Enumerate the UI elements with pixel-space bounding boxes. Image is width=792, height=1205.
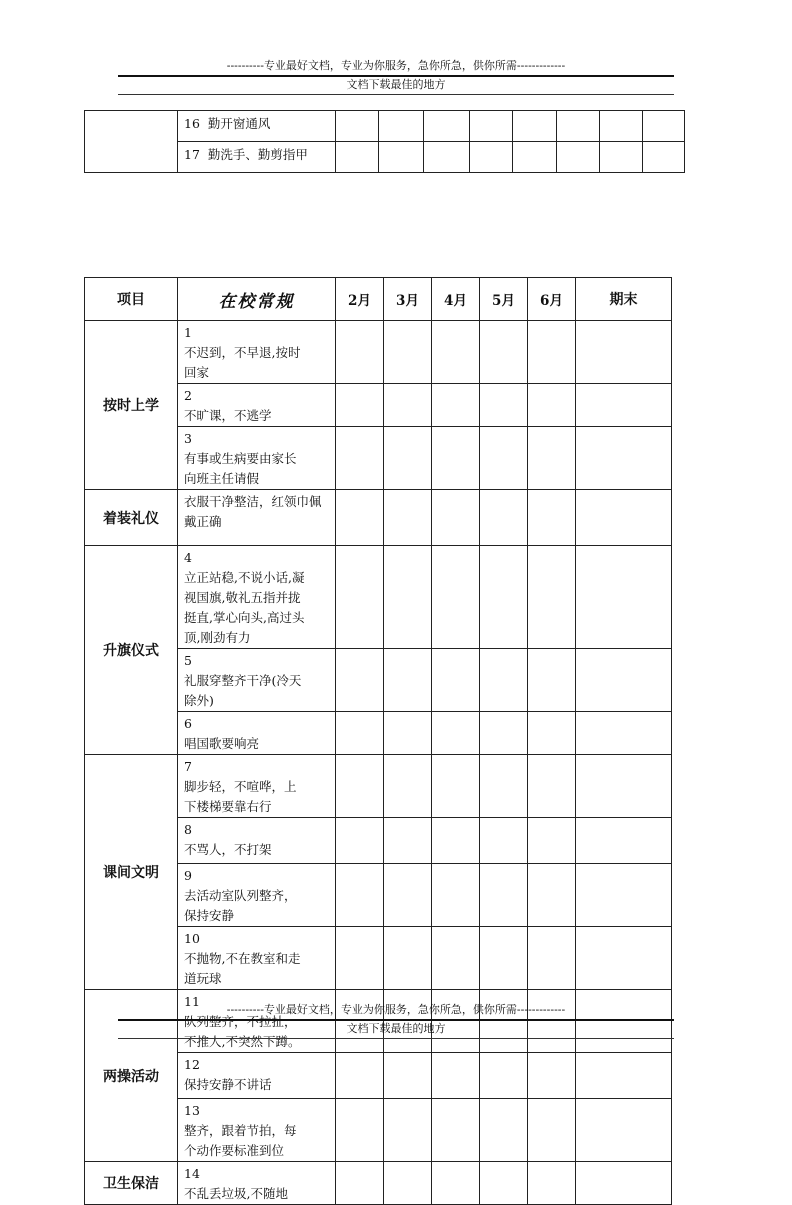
rule-number: 14 <box>184 1166 200 1181</box>
month-check-cell[interactable] <box>384 818 432 864</box>
page-header <box>118 59 674 95</box>
continued-checklist-table <box>84 110 685 173</box>
month-check-cell[interactable] <box>528 712 576 755</box>
month-check-cell[interactable] <box>384 1099 432 1162</box>
header-row <box>85 278 672 321</box>
month-check-cell[interactable] <box>384 864 432 927</box>
month-check-cell[interactable] <box>432 755 480 818</box>
footer-site-text: 文档下载最佳的地方 <box>346 1022 446 1035</box>
month-check-cell[interactable] <box>528 384 576 427</box>
category-cell: 升旗仪式 <box>85 546 178 755</box>
month-check-cell[interactable] <box>480 649 528 712</box>
rule-text: 不抛物,不在教室和走道玩球 <box>184 951 301 986</box>
rule-text: 勤开窗通风 <box>207 116 271 131</box>
month-check-cell[interactable] <box>528 427 576 490</box>
table-row <box>85 490 672 546</box>
column-header-month: 2月 <box>336 278 384 321</box>
rule-item <box>178 546 336 649</box>
table-row <box>85 111 685 142</box>
month-check-cell[interactable] <box>528 490 576 546</box>
rule-number: 8 <box>184 822 192 837</box>
rule-item <box>178 490 336 546</box>
check-cell[interactable] <box>336 111 379 142</box>
final-check-cell[interactable] <box>576 490 672 546</box>
month-check-cell[interactable] <box>528 1099 576 1162</box>
month-check-cell[interactable] <box>432 1099 480 1162</box>
month-check-cell[interactable] <box>384 490 432 546</box>
rule-item <box>178 818 336 864</box>
category-cell-empty <box>85 111 178 173</box>
header-rule <box>118 75 674 77</box>
rule-number: 3 <box>184 431 192 446</box>
rule-item <box>178 427 336 490</box>
rule-text: 唱国歌要响亮 <box>184 736 260 751</box>
rule-text: 队列整齐，不拉扯，不推人,不突然下蹲。 <box>184 1014 301 1049</box>
month-check-cell[interactable] <box>336 927 384 990</box>
column-header-month: 6月 <box>528 278 576 321</box>
month-check-cell[interactable] <box>432 818 480 864</box>
rule-text: 去活动室队列整齐，保持安静 <box>184 888 297 923</box>
check-cell[interactable] <box>557 142 600 173</box>
rule-item <box>178 321 336 384</box>
month-check-cell[interactable] <box>432 927 480 990</box>
rule-text: 勤洗手、勤剪指甲 <box>207 147 308 162</box>
month-check-cell[interactable] <box>336 712 384 755</box>
rule-text: 脚步轻，不喧哗，上下楼梯要靠右行 <box>184 779 297 814</box>
month-check-cell[interactable] <box>432 384 480 427</box>
month-check-cell[interactable] <box>336 1162 384 1205</box>
check-cell[interactable] <box>643 111 685 142</box>
column-header-month: 5月 <box>480 278 528 321</box>
category-cell: 按时上学 <box>85 321 178 490</box>
month-check-cell[interactable] <box>432 321 480 384</box>
month-check-cell[interactable] <box>480 427 528 490</box>
month-check-cell[interactable] <box>336 490 384 546</box>
rule-item <box>178 384 336 427</box>
check-cell[interactable] <box>424 142 470 173</box>
month-check-cell[interactable] <box>480 1099 528 1162</box>
rule-number: 9 <box>184 868 192 883</box>
page-footer <box>118 1003 674 1039</box>
rule-number: 13 <box>184 1103 200 1118</box>
month-check-cell[interactable] <box>480 546 528 649</box>
check-cell[interactable] <box>600 111 643 142</box>
month-check-cell[interactable] <box>336 649 384 712</box>
month-check-cell[interactable] <box>432 546 480 649</box>
month-check-cell[interactable] <box>480 818 528 864</box>
check-cell[interactable] <box>557 111 600 142</box>
rule-number: 11 <box>184 994 200 1009</box>
rule-item <box>178 1099 336 1162</box>
month-check-cell[interactable] <box>480 321 528 384</box>
month-check-cell[interactable] <box>528 321 576 384</box>
month-check-cell[interactable] <box>528 546 576 649</box>
month-check-cell[interactable] <box>384 755 432 818</box>
month-check-cell[interactable] <box>480 1053 528 1099</box>
check-cell[interactable] <box>379 142 424 173</box>
column-header-month: 3月 <box>384 278 432 321</box>
month-check-cell[interactable] <box>528 1162 576 1205</box>
month-check-cell[interactable] <box>336 427 384 490</box>
check-cell[interactable] <box>513 142 557 173</box>
rule-item <box>178 755 336 818</box>
table-row <box>85 1162 672 1205</box>
rule-item <box>178 649 336 712</box>
final-check-cell[interactable] <box>576 384 672 427</box>
month-check-cell[interactable] <box>480 927 528 990</box>
rule-item <box>178 142 336 173</box>
rule-number: 1 <box>184 325 192 340</box>
rule-number: 10 <box>184 931 200 946</box>
month-check-cell[interactable] <box>480 755 528 818</box>
rule-item <box>178 1162 336 1205</box>
month-check-cell[interactable] <box>336 818 384 864</box>
month-check-cell[interactable] <box>432 864 480 927</box>
rule-number: 2 <box>184 388 192 403</box>
final-check-cell[interactable] <box>576 321 672 384</box>
rule-number: 4 <box>184 550 192 565</box>
month-check-cell[interactable] <box>528 1053 576 1099</box>
rule-text: 保持安静不讲话 <box>184 1077 272 1092</box>
month-check-cell[interactable] <box>432 712 480 755</box>
month-check-cell[interactable] <box>480 864 528 927</box>
month-check-cell[interactable] <box>528 755 576 818</box>
rule-item <box>178 111 336 142</box>
rule-number: 17 <box>184 147 200 162</box>
final-check-cell[interactable] <box>576 927 672 990</box>
final-check-cell[interactable] <box>576 546 672 649</box>
final-check-cell[interactable] <box>576 712 672 755</box>
final-check-cell[interactable] <box>576 1099 672 1162</box>
category-cell: 卫生保洁 <box>85 1162 178 1205</box>
check-cell[interactable] <box>513 111 557 142</box>
final-check-cell[interactable] <box>576 864 672 927</box>
column-header-title: 在校常规 <box>178 278 336 321</box>
month-check-cell[interactable] <box>384 1053 432 1099</box>
rule-number: 5 <box>184 653 192 668</box>
rule-text: 不骂人，不打架 <box>184 842 272 857</box>
rule-text: 礼服穿整齐干净(冷天除外) <box>184 673 302 708</box>
month-check-cell[interactable] <box>336 321 384 384</box>
header-slogan: ----------专业最好文档，专业为你服务，急你所急，供你所需------------- <box>226 59 566 72</box>
rule-item <box>178 712 336 755</box>
month-check-cell[interactable] <box>528 818 576 864</box>
footer-slogan: ----------专业最好文档，专业为你服务，急你所急，供你所需------------- <box>226 1003 566 1016</box>
month-check-cell[interactable] <box>480 490 528 546</box>
month-check-cell[interactable] <box>384 546 432 649</box>
table-row <box>85 755 672 818</box>
final-check-cell[interactable] <box>576 1053 672 1099</box>
footer-rule-thin <box>118 1038 674 1039</box>
check-cell[interactable] <box>470 142 513 173</box>
month-check-cell[interactable] <box>528 864 576 927</box>
school-routine-checklist-table <box>84 277 672 1205</box>
month-check-cell[interactable] <box>480 384 528 427</box>
column-header-item: 项目 <box>85 278 178 321</box>
final-check-cell[interactable] <box>576 427 672 490</box>
month-check-cell[interactable] <box>432 649 480 712</box>
rule-text: 不迟到，不早退,按时回家 <box>184 345 301 380</box>
final-check-cell[interactable] <box>576 649 672 712</box>
month-check-cell[interactable] <box>480 1162 528 1205</box>
rule-number: 12 <box>184 1057 200 1072</box>
check-cell[interactable] <box>379 111 424 142</box>
month-check-cell[interactable] <box>336 384 384 427</box>
rule-item <box>178 927 336 990</box>
month-check-cell[interactable] <box>336 1053 384 1099</box>
final-check-cell[interactable] <box>576 818 672 864</box>
column-header-final: 期末 <box>576 278 672 321</box>
month-check-cell[interactable] <box>432 1053 480 1099</box>
table-row <box>85 321 672 384</box>
rule-text: 衣服干净整洁，红领巾佩戴正确 <box>184 494 322 529</box>
rule-number: 16 <box>184 116 200 131</box>
month-check-cell[interactable] <box>384 427 432 490</box>
month-check-cell[interactable] <box>336 1099 384 1162</box>
final-check-cell[interactable] <box>576 1162 672 1205</box>
month-check-cell[interactable] <box>528 649 576 712</box>
category-cell: 着装礼仪 <box>85 490 178 546</box>
month-check-cell[interactable] <box>432 490 480 546</box>
month-check-cell[interactable] <box>432 427 480 490</box>
month-check-cell[interactable] <box>432 1162 480 1205</box>
check-cell[interactable] <box>470 111 513 142</box>
rule-text: 整齐，跟着节拍，每个动作要标准到位 <box>184 1123 297 1158</box>
rule-item <box>178 864 336 927</box>
month-check-cell[interactable] <box>384 927 432 990</box>
month-check-cell[interactable] <box>384 712 432 755</box>
rule-number: 6 <box>184 716 192 731</box>
rule-text: 不乱丢垃圾,不随地 <box>184 1186 288 1201</box>
category-cell: 课间文明 <box>85 755 178 990</box>
month-check-cell[interactable] <box>384 649 432 712</box>
final-check-cell[interactable] <box>576 755 672 818</box>
check-cell[interactable] <box>600 142 643 173</box>
header-rule-thin <box>118 94 674 95</box>
rule-text: 有事或生病要由家长向班主任请假 <box>184 451 297 486</box>
rule-text: 立正站稳,不说小话,凝视国旗,敬礼五指并拢挺直,掌心向头,高过头顶,刚劲有力 <box>184 570 305 645</box>
check-cell[interactable] <box>643 142 685 173</box>
category-cell: 两操活动 <box>85 990 178 1162</box>
rule-item <box>178 1053 336 1099</box>
column-header-month: 4月 <box>432 278 480 321</box>
month-check-cell[interactable] <box>384 1162 432 1205</box>
rule-number: 7 <box>184 759 192 774</box>
month-check-cell[interactable] <box>336 546 384 649</box>
check-cell[interactable] <box>336 142 379 173</box>
check-cell[interactable] <box>424 111 470 142</box>
month-check-cell[interactable] <box>336 755 384 818</box>
month-check-cell[interactable] <box>384 384 432 427</box>
rule-text: 不旷课，不逃学 <box>184 408 272 423</box>
footer-rule <box>118 1019 674 1021</box>
month-check-cell[interactable] <box>480 712 528 755</box>
header-site-text: 文档下载最佳的地方 <box>346 78 446 91</box>
month-check-cell[interactable] <box>528 927 576 990</box>
table-row <box>85 546 672 649</box>
month-check-cell[interactable] <box>384 321 432 384</box>
month-check-cell[interactable] <box>336 864 384 927</box>
